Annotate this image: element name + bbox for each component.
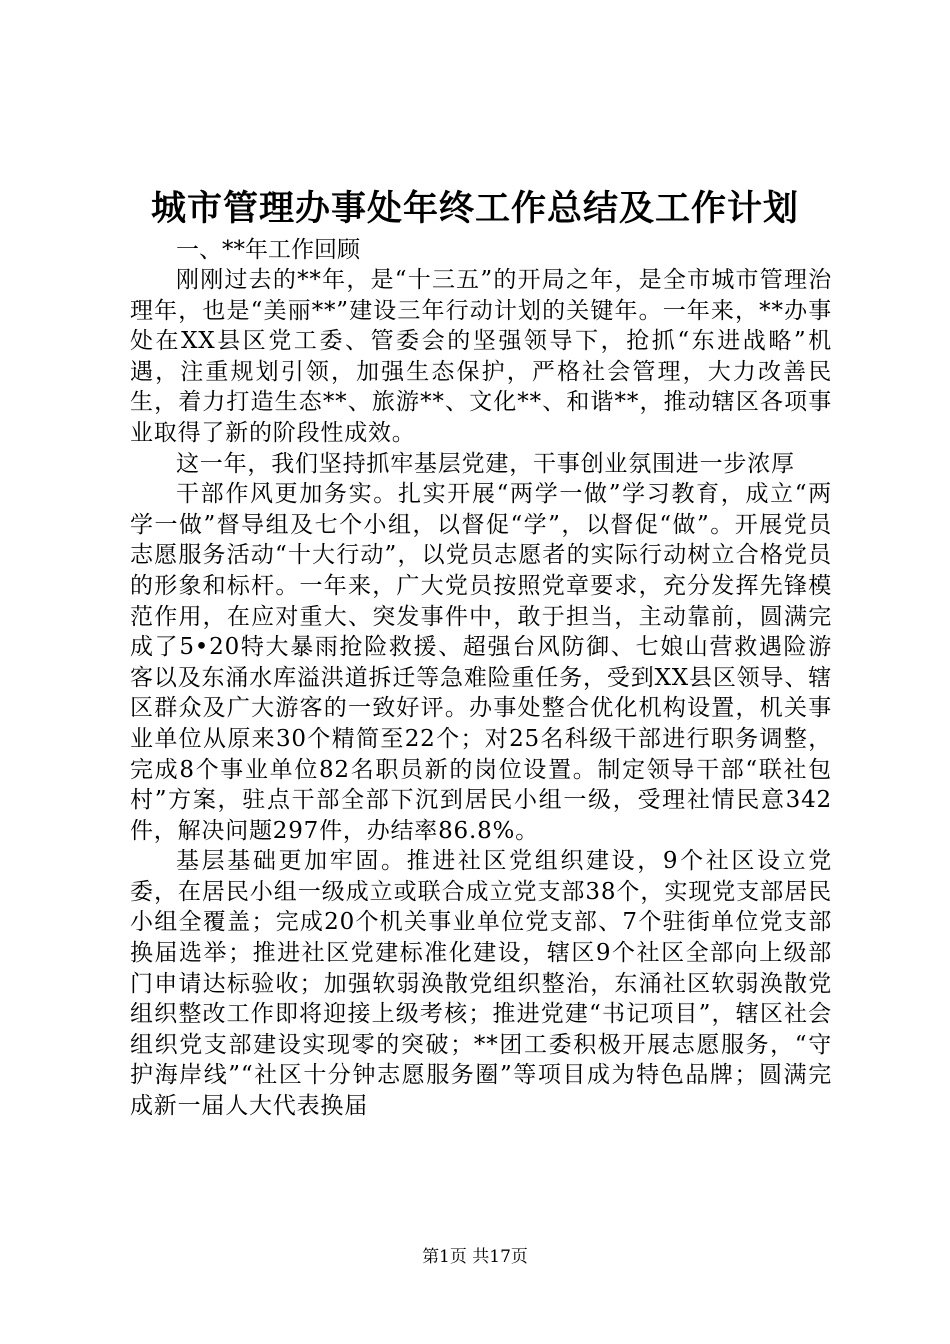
paragraph-grassroots: 基层基础更加牢固。推进社区党组织建设，9个社区设立党委，在居民小组一级成立或联合成立党支部38个，实现党支部居民小组全覆盖；完成20个机关事业单位党支部、7个驻街单位党支部换届选举；推进社区党建标准化建设，辖区9个社区全部向上级部门申请达标验收；加强软弱涣散党组织整治，东涌社区软弱涣散党组织整改工作即将迎接上级考核；推进党建“书记项目”，辖区社会组织党支部建设实现零的突破；**团工委积极开展志愿服务，“守护海岸线”“社区十分钟志愿服务圈”等项目成为特色品牌；圆满完成新一届人大代表换届 xyxy=(130,848,832,1120)
section-heading: 一、**年工作回顾 xyxy=(176,237,360,263)
paragraph-review-intro: 刚刚过去的**年，是“十三五”的开局之年，是全市城市管理治理年，也是“美丽**”建设三年行动计划的关键年。一年来，**办事处在XX县区党工委、管委会的坚强领导下，抢抓“东进战略”机遇，注重规划引领，加强生态保护，严格社会管理，大力改善民生，着力打造生态**、旅游**、文化**、和谐**，推动辖区各项事业取得了新的阶段性成效。 xyxy=(130,267,832,446)
document-body xyxy=(130,235,832,1122)
paragraph-cadre-style: 干部作风更加务实。扎实开展“两学一做”学习教育，成立“两学一做”督导组及七个小组，以督促“学”，以督促“做”。开展党员志愿服务活动“十大行动”，以党员志愿者的实际行动树立合格党员的形象和标杆。一年来，广大党员按照党章要求，充分发挥先锋模范作用，在应对重大、突发事件中，敢于担当，主动靠前，圆满完成了5•20特大暴雨抢险救援、超强台风防御、七娘山营救遇险游客以及东涌水库溢洪道拆迁等急难险重任务，受到XX县区领导、辖区群众及广大游客的一致好评。办事处整合优化机构设置，机关事业单位从原来30个精简至22个；对25名科级干部进行职务调整，完成8个事业单位82名职员新的岗位设置。制定领导干部“联社包村”方案，驻点干部全部下沉到居民小组一级，受理社情民意342件，解决问题297件，办结率86.8%。 xyxy=(130,481,832,844)
document-title: 城市管理办事处年终工作总结及工作计划 xyxy=(150,188,799,229)
page-number-footer: 第1页 共17页 xyxy=(422,1247,528,1267)
paragraph-party-building-heading: 这一年，我们坚持抓牢基层党建，干事创业氛围进一步浓厚 xyxy=(176,450,795,477)
